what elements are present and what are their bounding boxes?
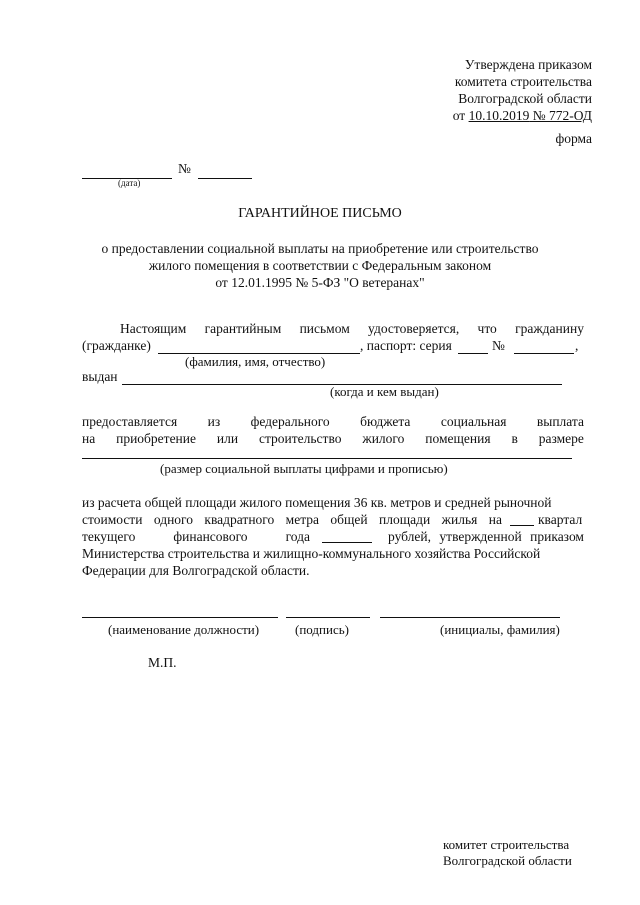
name-field[interactable] [380, 617, 560, 618]
p2-line-1: предоставляется из федерального бюджета социальная выплата [82, 414, 584, 429]
stamp-place: М.П. [148, 655, 177, 670]
p1-prefix: (гражданке) [82, 338, 151, 353]
approval-block [453, 56, 592, 124]
p3-line-1: из расчета общей площади жилого помещения 36 кв. метров и средней рыночной [82, 495, 552, 510]
approval-line-4: от 10.10.2019 № 772-ОД [452, 108, 592, 123]
p1-line-1: Настоящим гарантийным письмом удостоверяется, что гражданину [120, 321, 584, 336]
approval-date: 10.10.2019 [468, 108, 530, 123]
approval-line-1: Утверждена приказом [464, 57, 592, 72]
footer-line-1: комитет строительства [443, 837, 570, 852]
position-caption: (наименование должности) [108, 622, 260, 637]
p3-line-3-right: рублей, утвержденной приказом [388, 529, 584, 544]
passport-number-sign: № [492, 338, 505, 353]
approval-line-3: Волгоградской области [458, 91, 592, 106]
document-subtitle [0, 240, 640, 291]
subtitle-line-2: жилого помещения в соответствии с Федеральным законом [148, 258, 492, 273]
amount-field[interactable] [82, 458, 572, 459]
p3-line-2: стоимости одного квадратного метра общей площади жилья на [82, 512, 502, 527]
p3-line-3-left: текущего финансового года [82, 529, 310, 544]
name-caption: (инициалы, фамилия) [440, 622, 560, 637]
subtitle-line-3: от 12.01.1995 № 5-ФЗ "О ветеранах" [215, 275, 425, 290]
footer-line-2: Волгоградской области [443, 853, 572, 868]
passport-number-field[interactable] [514, 353, 574, 354]
document-title: ГАРАНТИЙНОЕ ПИСЬМО [238, 206, 402, 221]
issued-label: выдан [82, 369, 118, 384]
p3-line-4: Министерства строительства и жилищно-коммунального хозяйства Российской [82, 546, 541, 561]
amount-caption: (размер социальной выплаты цифрами и прописью) [160, 461, 448, 476]
number-sign: № [178, 161, 191, 176]
position-field[interactable] [82, 617, 278, 618]
signature-caption: (подпись) [295, 622, 349, 637]
subtitle-line-1: о предоставлении социальной выплаты на приобретение или строительство [101, 241, 539, 256]
quarter-field[interactable] [510, 525, 534, 526]
fio-caption: (фамилия, имя, отчество) [185, 354, 326, 369]
approval-number: № 772-ОД [529, 108, 592, 123]
p2-line-2: на приобретение или строительство жилого помещения в размере [82, 431, 584, 446]
passport-series-field[interactable] [458, 353, 488, 354]
price-field[interactable] [322, 542, 372, 543]
p1-comma: , [575, 338, 579, 353]
p3-quarter-word: квартал [538, 512, 583, 527]
number-field[interactable] [198, 178, 252, 179]
signature-field[interactable] [286, 617, 370, 618]
footer-block [443, 837, 572, 869]
date-caption: (дата) [118, 178, 141, 188]
p3-line-5: Федерации для Волгоградской области. [82, 563, 310, 578]
issued-caption: (когда и кем выдан) [330, 384, 439, 399]
passport-label: , паспорт: серия [360, 338, 452, 353]
approval-line-2: комитета строительства [454, 74, 592, 89]
form-label: форма [555, 131, 592, 146]
